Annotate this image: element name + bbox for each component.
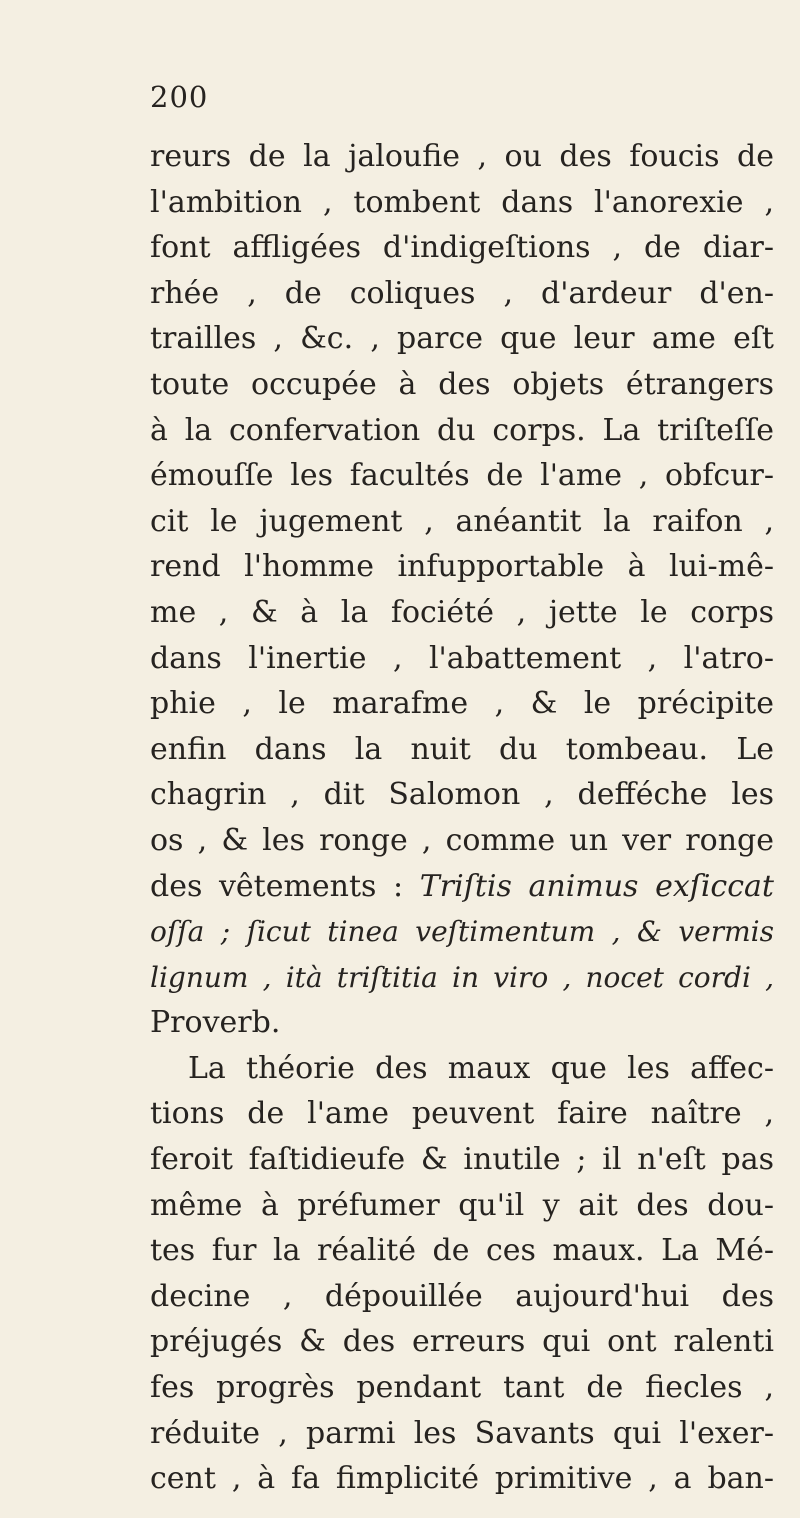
latin-quote-line: oſſa ; ſicut tinea veſtimentum , & vermis <box>150 915 774 949</box>
text-line: à la confervation du corps. La triſteſſe <box>150 412 774 448</box>
text-line: réduite , parmi les Savants qui l'exer- <box>150 1415 774 1451</box>
text-line: même à préfumer qu'il y ait des dou- <box>150 1187 774 1223</box>
text-line: émouſſe les facultés de l'ame , obfcur- <box>150 458 774 494</box>
text-line: fes progrès pendant tant de fiecles , <box>150 1370 774 1406</box>
text-line: cit le jugement , anéantit la raifon , <box>150 503 774 539</box>
text-line: rhée , de coliques , d'ardeur d'en- <box>150 275 774 311</box>
text-line: me , & à la fociété , jette le corps <box>150 594 774 630</box>
text-line: chagrin , dit Salomon , defféche les <box>150 777 774 813</box>
text-line: phie , le marafme , & le précipite <box>150 686 774 722</box>
text-line: reurs de la jaloufie , ou des foucis de <box>150 139 774 174</box>
citation: Proverb. <box>150 1005 281 1041</box>
text-line: trailles , &c. , parce que leur ame eſt <box>150 321 774 357</box>
text-line: l'ambition , tombent dans l'anorexie , <box>150 184 774 220</box>
latin-quote-line: lignum , ità triſtitia in viro , nocet cordi , <box>150 960 774 994</box>
text-line: toute occupée à des objets étrangers <box>150 366 774 402</box>
text-line: préjugés & des erreurs qui ont ralenti <box>150 1324 774 1360</box>
latin-quote: Triſtis animus exſiccat <box>419 868 774 904</box>
text-line: decine , dépouillée aujourd'hui des <box>150 1278 774 1314</box>
body-text <box>150 134 774 1502</box>
text-plain: des vêtements : <box>150 868 420 904</box>
text-line: enfin dans la nuit du tombeau. Le <box>150 731 774 767</box>
text-line: rend l'homme infupportable à lui-mê- <box>150 549 774 585</box>
page-number: 200 <box>150 80 209 114</box>
text-line: font affligées d'indigeſtions , de diar- <box>150 230 774 266</box>
text-line: dans l'inertie , l'abattement , l'atro- <box>150 640 774 676</box>
text-line: tes fur la réalité de ces maux. La Mé- <box>150 1233 774 1269</box>
text-line-quote-start <box>150 864 774 910</box>
text-line: os , & les ronge , comme un ver ronge <box>150 822 774 858</box>
text-line: feroit faſtidieufe & inutile ; il n'eſt pas <box>150 1142 774 1178</box>
text-line: cent , à fa fimplicité primitive , a ban- <box>150 1461 774 1497</box>
text-line: tions de l'ame peuvent faire naître , <box>150 1096 774 1132</box>
paragraph-start: La théorie des maux que les affec- <box>188 1050 774 1086</box>
